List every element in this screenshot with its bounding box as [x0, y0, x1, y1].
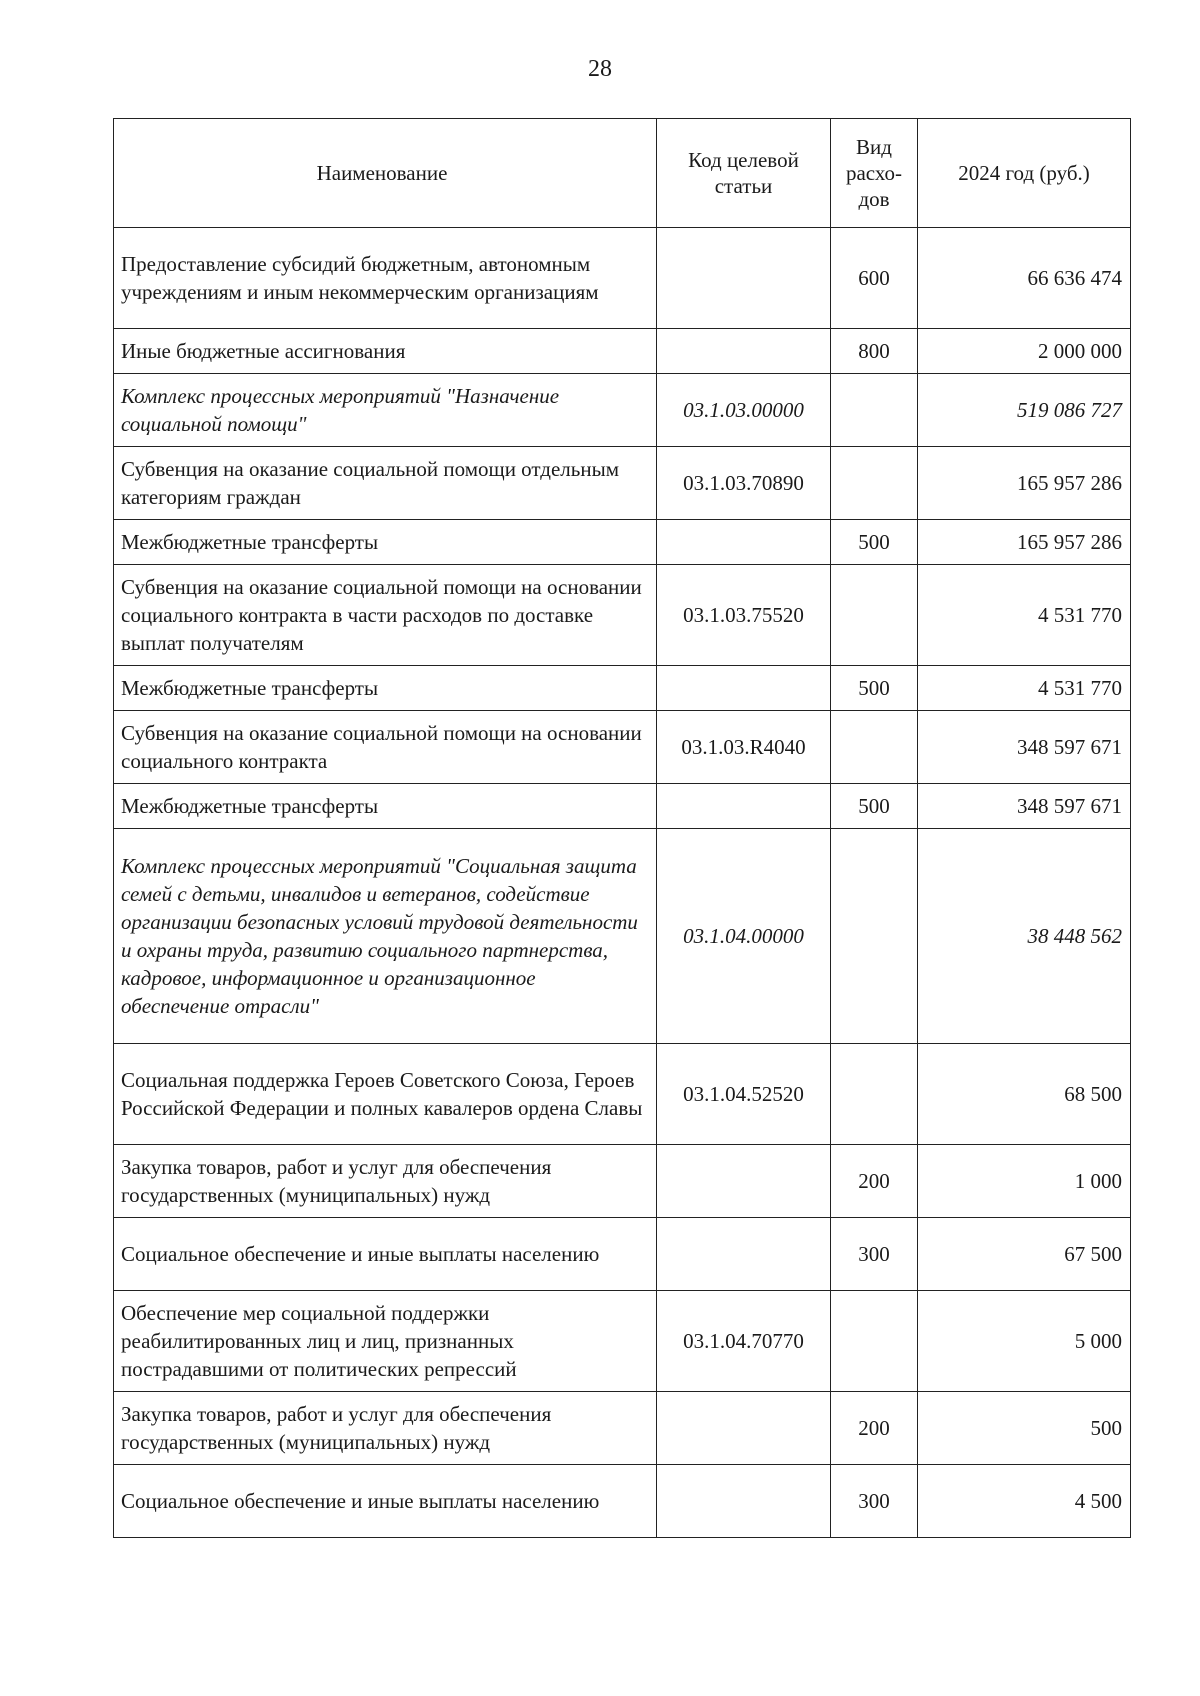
table-row [114, 711, 1131, 784]
cell-code [657, 784, 831, 829]
cell-name: Субвенция на оказание социальной помощи отдельным категориям граждан [114, 447, 657, 520]
cell-name: Социальное обеспечение и иные выплаты населению [114, 1218, 657, 1291]
table-row [114, 666, 1131, 711]
table-row [114, 565, 1131, 666]
budget-table [113, 118, 1131, 1538]
cell-code: 03.1.04.70770 [657, 1291, 831, 1392]
cell-type [831, 829, 918, 1044]
table-row [114, 829, 1131, 1044]
cell-type [831, 447, 918, 520]
cell-name: Социальное обеспечение и иные выплаты населению [114, 1465, 657, 1538]
cell-sum: 67 500 [918, 1218, 1131, 1291]
cell-code [657, 1465, 831, 1538]
cell-type [831, 1291, 918, 1392]
cell-name: Комплекс процессных мероприятий "Социальная защита семей с детьми, инвалидов и ветеранов, содействие организации безопасных условий трудовой деятельности и охраны труда, развитию социального партнерства, кадровое, информационное и организационное обеспечение отрасли" [114, 829, 657, 1044]
header-sum: 2024 год (руб.) [918, 119, 1131, 228]
cell-code [657, 1145, 831, 1218]
cell-type [831, 1044, 918, 1145]
cell-sum: 1 000 [918, 1145, 1131, 1218]
table-row [114, 374, 1131, 447]
table-header-row [114, 119, 1131, 228]
cell-code [657, 228, 831, 329]
cell-type: 200 [831, 1145, 918, 1218]
cell-type: 300 [831, 1465, 918, 1538]
cell-code [657, 520, 831, 565]
table-row [114, 1291, 1131, 1392]
cell-sum: 4 531 770 [918, 666, 1131, 711]
cell-code: 03.1.03.75520 [657, 565, 831, 666]
cell-type: 500 [831, 666, 918, 711]
cell-sum: 68 500 [918, 1044, 1131, 1145]
cell-sum: 500 [918, 1392, 1131, 1465]
cell-name: Закупка товаров, работ и услуг для обеспечения государственных (муниципальных) нужд [114, 1392, 657, 1465]
cell-name: Межбюджетные трансферты [114, 666, 657, 711]
cell-type: 500 [831, 520, 918, 565]
cell-name: Социальная поддержка Героев Советского Союза, Героев Российской Федерации и полных кавалеров ордена Славы [114, 1044, 657, 1145]
page-number: 28 [588, 56, 612, 82]
cell-code [657, 1392, 831, 1465]
cell-type: 800 [831, 329, 918, 374]
cell-type: 200 [831, 1392, 918, 1465]
cell-name: Закупка товаров, работ и услуг для обеспечения государственных (муниципальных) нужд [114, 1145, 657, 1218]
table-row [114, 1145, 1131, 1218]
cell-sum: 2 000 000 [918, 329, 1131, 374]
cell-code: 03.1.04.52520 [657, 1044, 831, 1145]
cell-name: Субвенция на оказание социальной помощи на основании социального контракта в части расходов по доставке выплат получателям [114, 565, 657, 666]
cell-sum: 5 000 [918, 1291, 1131, 1392]
cell-code: 03.1.03.00000 [657, 374, 831, 447]
table-row [114, 228, 1131, 329]
cell-sum: 4 500 [918, 1465, 1131, 1538]
cell-name: Обеспечение мер социальной поддержки реабилитированных лиц и лиц, признанных пострадавшими от политических репрессий [114, 1291, 657, 1392]
cell-type: 500 [831, 784, 918, 829]
table-row [114, 1392, 1131, 1465]
table-row [114, 329, 1131, 374]
header-code: Код целевой статьи [657, 119, 831, 228]
cell-name: Иные бюджетные ассигнования [114, 329, 657, 374]
cell-name: Предоставление субсидий бюджетным, автономным учреждениям и иным некоммерческим организациям [114, 228, 657, 329]
cell-name: Межбюджетные трансферты [114, 520, 657, 565]
cell-sum: 165 957 286 [918, 447, 1131, 520]
table-row [114, 1465, 1131, 1538]
cell-sum: 348 597 671 [918, 711, 1131, 784]
cell-type [831, 711, 918, 784]
header-type: Вид расхо-дов [831, 119, 918, 228]
table-row [114, 447, 1131, 520]
cell-code [657, 329, 831, 374]
cell-type [831, 374, 918, 447]
cell-code: 03.1.03.R4040 [657, 711, 831, 784]
table-row [114, 1218, 1131, 1291]
table-row [114, 784, 1131, 829]
cell-sum: 4 531 770 [918, 565, 1131, 666]
cell-code [657, 666, 831, 711]
cell-sum: 38 448 562 [918, 829, 1131, 1044]
cell-sum: 165 957 286 [918, 520, 1131, 565]
cell-code [657, 1218, 831, 1291]
cell-type [831, 565, 918, 666]
cell-sum: 519 086 727 [918, 374, 1131, 447]
cell-name: Комплекс процессных мероприятий "Назначение социальной помощи" [114, 374, 657, 447]
table-row [114, 520, 1131, 565]
table-row [114, 1044, 1131, 1145]
cell-code: 03.1.03.70890 [657, 447, 831, 520]
cell-type: 300 [831, 1218, 918, 1291]
cell-sum: 348 597 671 [918, 784, 1131, 829]
cell-name: Межбюджетные трансферты [114, 784, 657, 829]
cell-code: 03.1.04.00000 [657, 829, 831, 1044]
cell-type: 600 [831, 228, 918, 329]
cell-name: Субвенция на оказание социальной помощи на основании социального контракта [114, 711, 657, 784]
cell-sum: 66 636 474 [918, 228, 1131, 329]
header-name: Наименование [114, 119, 657, 228]
